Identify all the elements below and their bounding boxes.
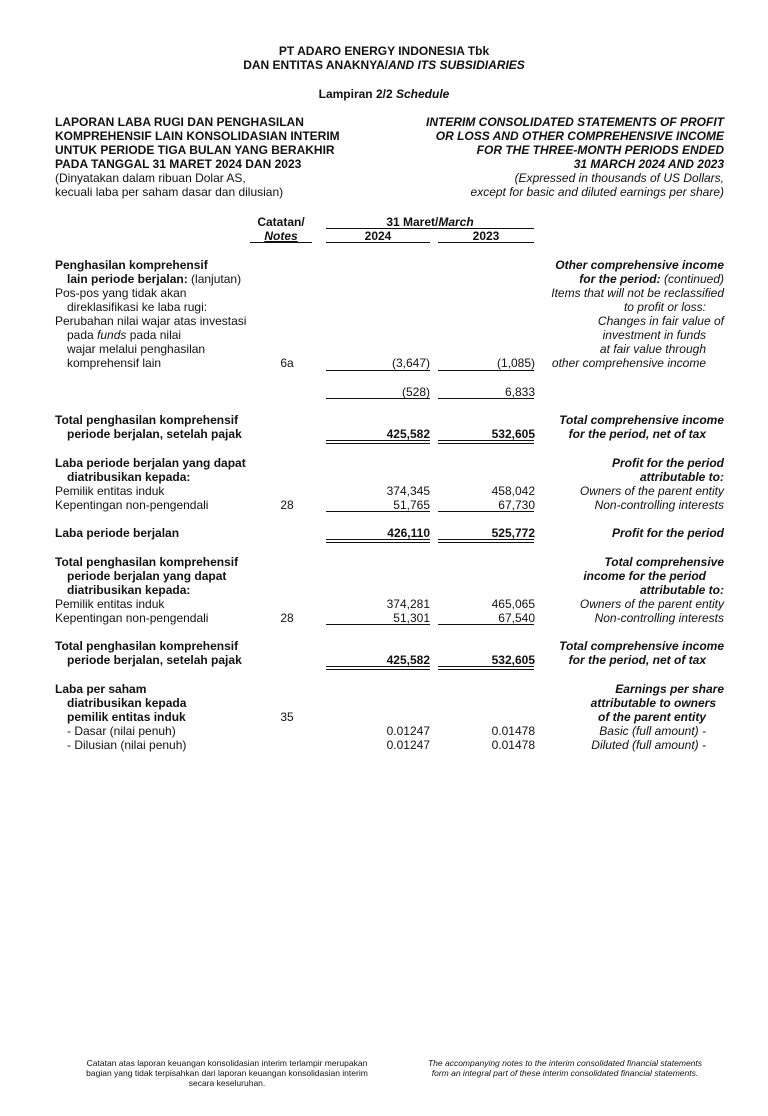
profit-nci-2024-underline: [326, 511, 430, 512]
profit-attr-id-1: Laba periode berjalan yang dapat: [55, 456, 246, 470]
fv-2023-underline: [438, 370, 534, 371]
profit-attr-en-1: Profit for the period: [612, 456, 724, 470]
company-subsidiaries: [0, 58, 768, 72]
ci-attr-en-3: attributable to:: [640, 583, 724, 597]
total-ci-2024: 425,582: [386, 427, 430, 441]
profit-attr-en-2: attributable to:: [640, 470, 724, 484]
fv-id-2c: pada nilai: [126, 328, 182, 342]
year-2023-underline: [438, 242, 534, 243]
fv-note: 6a: [280, 356, 294, 370]
schedule-label: [0, 87, 768, 101]
total-ci-2023: 532,605: [491, 427, 535, 441]
profit-id: Laba periode berjalan: [55, 526, 180, 540]
schedule-id: Lampiran 2/2: [318, 87, 396, 101]
profit-owners-en: Owners of the parent entity: [579, 484, 724, 498]
ci-attr-id-2: periode berjalan yang dapat: [67, 569, 227, 583]
footer-id-1: Catatan atas laporan keuangan konsolidasian interim terlampir merupakan: [86, 1058, 368, 1068]
period-id: 31 Maret/: [386, 215, 439, 229]
oci-heading-en-1: Other comprehensive income: [555, 258, 724, 272]
fv-en-4: other comprehensive income: [551, 356, 706, 370]
profit-2024-dline: [326, 539, 430, 543]
footer-en-2: form an integral part of these interim consolidated financial statements.: [431, 1068, 699, 1078]
title-en-5: (Expressed in thousands of US Dollars,: [514, 171, 724, 185]
year-2023-header: 2023: [472, 229, 500, 243]
ci-nci-id: Kepentingan non-pengendali: [55, 611, 209, 625]
title-en-6: except for basic and diluted earnings per share): [470, 185, 724, 199]
footer-id-2: bagian yang tidak terpisahkan dari laporan keuangan konsolidasian interim: [86, 1068, 368, 1078]
ci-attr-en-2: income for the period: [583, 569, 706, 583]
fv-en-1: Changes in fair value of: [597, 314, 724, 328]
total-ci-en-1: Total comprehensive income: [559, 413, 724, 427]
oci-heading-en-2b: (continued): [660, 272, 724, 286]
footer-en-1: The accompanying notes to the interim consolidated financial statements: [427, 1058, 703, 1068]
oci-heading-id-2: [67, 272, 241, 286]
oci-subtotal-2024-underline: [326, 398, 430, 399]
fv-2024-underline: [326, 370, 430, 371]
eps-diluted-2024: 0.01247: [386, 738, 430, 752]
profit-attr-id-2: diatribusikan kepada:: [67, 470, 191, 484]
profit-nci-en: Non-controlling interests: [594, 498, 724, 512]
fv-en-2: investment in funds: [602, 328, 706, 342]
profit-nci-2024: 51,765: [393, 498, 430, 512]
total-ci2-id-2: periode berjalan, setelah pajak: [67, 653, 242, 667]
total-ci2-en-2: for the period, net of tax: [568, 653, 706, 667]
total-ci-en-2: for the period, net of tax: [568, 427, 706, 441]
ci-nci-en: Non-controlling interests: [594, 611, 724, 625]
title-en-1: INTERIM CONSOLIDATED STATEMENTS OF PROFIT: [426, 115, 724, 129]
ci-owners-2024: 374,281: [386, 597, 430, 611]
ci-nci-note: 28: [280, 611, 294, 625]
fv-id-3: wajar melalui penghasilan: [67, 342, 206, 356]
fv-en-3: at fair value through: [599, 342, 706, 356]
fv-id-4: komprehensif lain: [67, 356, 162, 370]
ci-attr-id-3: diatribusikan kepada:: [67, 583, 191, 597]
fv-id-1: Perubahan nilai wajar atas investasi: [55, 314, 247, 328]
profit-en: Profit for the period: [612, 526, 724, 540]
schedule-en: Schedule: [396, 87, 450, 101]
title-id-2: KOMPREHENSIF LAIN KONSOLIDASIAN INTERIM: [55, 129, 340, 143]
ci-owners-en: Owners of the parent entity: [579, 597, 724, 611]
oci-items-en-2: to profit or loss:: [623, 300, 706, 314]
oci-items-en-1: Items that will not be reclassified: [551, 286, 724, 300]
title-en-3: FOR THE THREE-MONTH PERIODS ENDED: [476, 143, 724, 157]
subsidiaries-en: AND ITS SUBSIDIARIES: [388, 58, 525, 72]
title-id-1: LAPORAN LABA RUGI DAN PENGHASILAN: [55, 115, 304, 129]
ci-attr-en-1: Total comprehensive: [604, 555, 724, 569]
fv-2024: (3,647): [391, 356, 430, 370]
oci-items-id-1: Pos-pos yang tidak akan: [55, 286, 187, 300]
eps-basic-en: Basic (full amount) -: [599, 724, 706, 738]
eps-id-1: Laba per saham: [55, 682, 147, 696]
eps-en-1: Earnings per share: [615, 682, 724, 696]
eps-note: 35: [280, 710, 294, 724]
ci-nci-2024-underline: [326, 624, 430, 625]
eps-basic-2024: 0.01247: [386, 724, 430, 738]
ci-owners-2023: 465,065: [491, 597, 535, 611]
total-ci2-en-1: Total comprehensive income: [559, 639, 724, 653]
total-ci-id-1: Total penghasilan komprehensif: [55, 413, 239, 427]
fv-id-2b: funds: [97, 328, 127, 342]
ci-nci-2023-underline: [438, 624, 534, 625]
oci-subtotal-2024: (528): [401, 385, 430, 399]
total-ci2-2024: 425,582: [386, 653, 430, 667]
profit-owners-2024: 374,345: [386, 484, 430, 498]
total-ci2-id-1: Total penghasilan komprehensif: [55, 639, 239, 653]
notes-header-id: Catatan/: [257, 215, 305, 229]
title-id-6: kecuali laba per saham dasar dan dilusian): [55, 185, 284, 199]
fv-id-2: [67, 328, 181, 342]
notes-header-underline: [250, 242, 312, 243]
oci-subtotal-2023-underline: [438, 398, 534, 399]
oci-heading-id-1: Penghasilan komprehensif: [55, 258, 208, 272]
total-ci-2024-dline: [326, 440, 430, 444]
oci-heading-id-2a: lain periode berjalan:: [67, 272, 188, 286]
title-id-5: (Dinyatakan dalam ribuan Dolar AS,: [55, 171, 246, 185]
title-en-4: 31 MARCH 2024 AND 2023: [573, 157, 724, 171]
oci-subtotal-2023: 6,833: [504, 385, 535, 399]
profit-nci-2023: 67,730: [498, 498, 535, 512]
eps-diluted-2023: 0.01478: [491, 738, 535, 752]
oci-heading-en-2a: for the period:: [579, 272, 661, 286]
notes-header-en: Notes: [264, 229, 298, 243]
ci-attr-id-1: Total penghasilan komprehensif: [55, 555, 239, 569]
subsidiaries-id: DAN ENTITAS ANAKNYA/: [243, 58, 389, 72]
footer-id-3: secara keseluruhan.: [188, 1078, 266, 1088]
ci-nci-2023: 67,540: [498, 611, 535, 625]
eps-en-3: of the parent entity: [597, 710, 706, 724]
profit-nci-id: Kepentingan non-pengendali: [55, 498, 209, 512]
fv-id-2a: pada: [67, 328, 98, 342]
profit-nci-2023-underline: [438, 511, 534, 512]
eps-diluted-en: Diluted (full amount) -: [591, 738, 706, 752]
oci-heading-id-2b: (lanjutan): [187, 272, 242, 286]
ci-owners-id: Pemilik entitas induk: [55, 597, 165, 611]
eps-diluted-id: - Dilusian (nilai penuh): [67, 738, 187, 752]
total-ci2-2023-dline: [438, 666, 534, 670]
fv-2023: (1,085): [496, 356, 535, 370]
eps-en-2: attributable to owners: [590, 696, 716, 710]
eps-basic-id: - Dasar (nilai penuh): [67, 724, 176, 738]
year-2024-underline: [326, 242, 430, 243]
profit-owners-id: Pemilik entitas induk: [55, 484, 165, 498]
profit-2024: 426,110: [387, 526, 430, 540]
total-ci2-2024-dline: [326, 666, 430, 670]
eps-id-3: pemilik entitas induk: [67, 710, 186, 724]
oci-items-id-2: direklasifikasi ke laba rugi:: [67, 300, 208, 314]
period-header: [326, 215, 534, 229]
profit-nci-note: 28: [280, 498, 294, 512]
title-id-3: UNTUK PERIODE TIGA BULAN YANG BERAKHIR: [55, 143, 335, 157]
profit-owners-2023: 458,042: [491, 484, 535, 498]
eps-basic-2023: 0.01478: [491, 724, 535, 738]
oci-heading-en-2: [579, 272, 724, 286]
year-2024-header: 2024: [364, 229, 392, 243]
total-ci2-2023: 532,605: [491, 653, 535, 667]
total-ci-2023-dline: [438, 440, 534, 444]
eps-id-2: diatribusikan kepada: [67, 696, 187, 710]
profit-2023-dline: [438, 539, 534, 543]
title-en-2: OR LOSS AND OTHER COMPREHENSIVE INCOME: [435, 129, 724, 143]
profit-2023: 525,772: [491, 526, 535, 540]
company-name: PT ADARO ENERGY INDONESIA Tbk: [278, 44, 490, 58]
title-id-4: PADA TANGGAL 31 MARET 2024 DAN 2023: [55, 157, 302, 171]
period-en: March: [438, 215, 474, 229]
total-ci-id-2: periode berjalan, setelah pajak: [67, 427, 242, 441]
ci-nci-2024: 51,301: [393, 611, 430, 625]
